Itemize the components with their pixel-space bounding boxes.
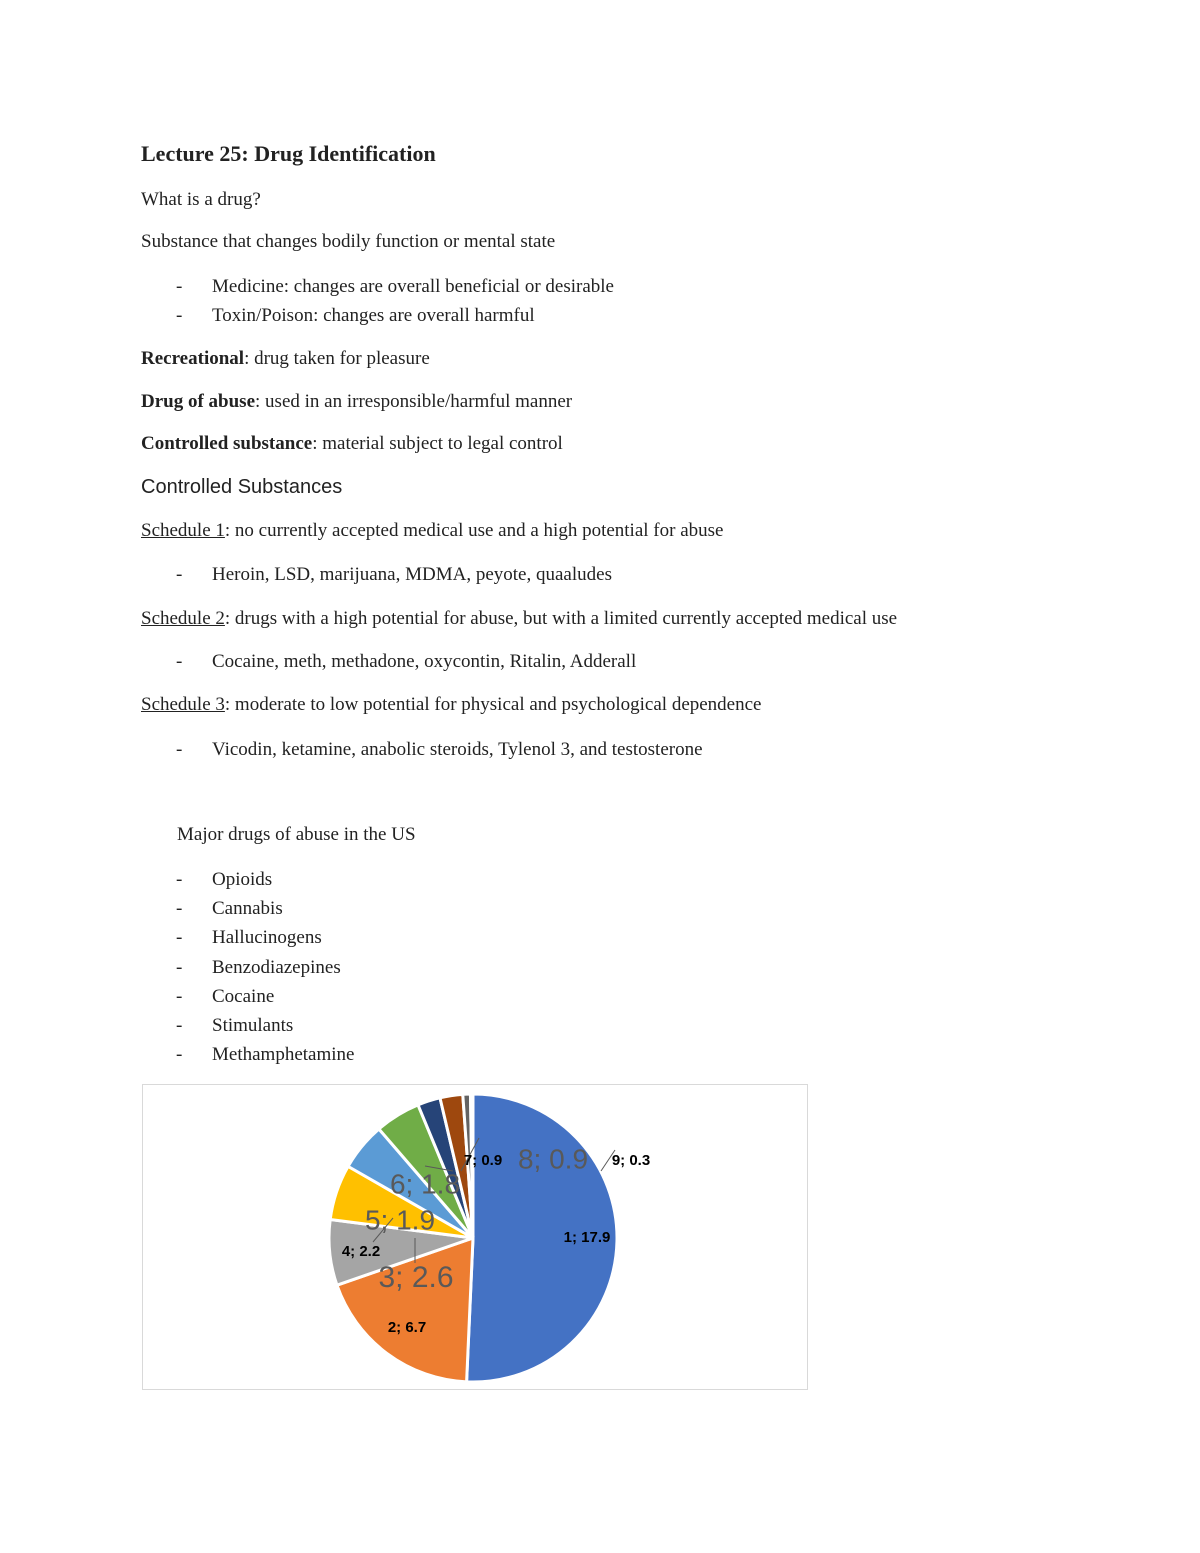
list-item-text: Heroin, LSD, marijuana, MDMA, peyote, quaaludes [212, 564, 612, 585]
bullet-dash: - [176, 869, 183, 890]
term-drug-of-abuse [141, 390, 572, 414]
data-label: 6; 1.8 [389, 1168, 461, 1200]
pie-chart-frame [142, 1084, 808, 1390]
list-item [176, 926, 322, 950]
list-item [176, 650, 636, 674]
page-title: Lecture 25: Drug Identification [141, 141, 436, 166]
data-label: 8; 0.9 [517, 1143, 589, 1175]
bullet-dash: - [176, 1044, 183, 1065]
term-desc: : used in an irresponsible/harmful manner [255, 391, 573, 412]
list-item [176, 304, 535, 328]
schedule-3 [141, 693, 761, 717]
list-item [176, 275, 614, 299]
bullet-dash: - [176, 739, 183, 760]
list-item [176, 1043, 354, 1067]
pie-chart [143, 1085, 809, 1391]
list-item [176, 1014, 293, 1038]
list-item [176, 738, 703, 762]
schedule-desc: : drugs with a high potential for abuse, but with a limited currently accepted medical use [224, 608, 898, 629]
list-item-text: Opioids [212, 869, 273, 890]
schedule-2 [141, 607, 897, 631]
list-item-text: Hallucinogens [212, 927, 322, 948]
list-item [176, 985, 274, 1009]
major-drugs-heading: Major drugs of abuse in the US [177, 824, 416, 845]
list-item-text: Methamphetamine [212, 1044, 355, 1065]
definition-text: Substance that changes bodily function or mental state [141, 231, 556, 252]
section-heading: Controlled Substances [141, 476, 343, 498]
list-item [176, 897, 283, 921]
schedule-label: Schedule 3 [141, 694, 225, 715]
data-label: 9; 0.3 [611, 1151, 651, 1169]
list-item-text: Cocaine [212, 986, 275, 1007]
bullet-dash: - [176, 927, 183, 948]
schedule-1 [141, 519, 723, 543]
list-item [176, 956, 341, 980]
list-item-text: Toxin/Poison: changes are overall harmful [212, 305, 535, 326]
list-item-text: Cannabis [212, 898, 283, 919]
list-item-text: Stimulants [212, 1015, 294, 1036]
data-label: 3; 2.6 [378, 1260, 454, 1294]
term-desc: : drug taken for pleasure [244, 348, 430, 369]
bullet-dash: - [176, 651, 183, 672]
list-item [176, 563, 612, 587]
bullet-dash: - [176, 1015, 183, 1036]
term-label: Recreational [141, 348, 245, 369]
data-label: 1; 17.9 [563, 1228, 611, 1246]
bullet-dash: - [176, 276, 183, 297]
term-desc: : material subject to legal control [312, 433, 563, 454]
list-item [176, 868, 272, 892]
bullet-dash: - [176, 564, 183, 585]
term-recreational [141, 347, 430, 371]
bullet-dash: - [176, 957, 183, 978]
list-item-text: Cocaine, meth, methadone, oxycontin, Ritalin, Adderall [212, 651, 637, 672]
data-label: 4; 2.2 [341, 1242, 381, 1260]
term-label: Controlled substance [141, 433, 313, 454]
term-controlled-substance [141, 432, 563, 456]
list-item-text: Benzodiazepines [212, 957, 341, 978]
schedule-label: Schedule 2 [141, 608, 225, 629]
schedule-label: Schedule 1 [141, 520, 225, 541]
term-label: Drug of abuse [141, 391, 256, 412]
data-label: 2; 6.7 [387, 1318, 427, 1336]
bullet-dash: - [176, 986, 183, 1007]
schedule-desc: : moderate to low potential for physical and psychological dependence [224, 694, 762, 715]
data-label: 5; 1.9 [364, 1204, 436, 1236]
list-item-text: Medicine: changes are overall beneficial or desirable [212, 276, 614, 297]
question-text: What is a drug? [141, 189, 261, 210]
schedule-desc: : no currently accepted medical use and a high potential for abuse [224, 520, 724, 541]
list-item-text: Vicodin, ketamine, anabolic steroids, Tylenol 3, and testosterone [212, 739, 703, 760]
bullet-dash: - [176, 305, 183, 326]
data-label: 7; 0.9 [463, 1151, 503, 1169]
bullet-dash: - [176, 898, 183, 919]
